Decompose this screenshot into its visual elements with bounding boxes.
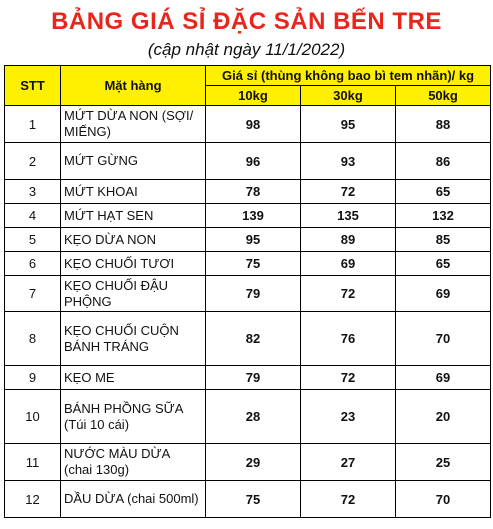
item-name-cell: MỨT DỪA NON (SỢI/ MIẾNG) — [61, 106, 206, 143]
price-50kg-cell: 86 — [396, 143, 491, 180]
price-30kg-cell: 72 — [301, 366, 396, 390]
stt-cell: 7 — [5, 276, 61, 312]
item-name-cell: KẸO DỪA NON — [61, 228, 206, 252]
price-30kg-cell: 89 — [301, 228, 396, 252]
stt-cell: 5 — [5, 228, 61, 252]
item-name: BÁNH PHỒNG SỮA — [64, 400, 184, 416]
price-30kg-cell: 95 — [301, 106, 396, 143]
price-50kg-cell: 85 — [396, 228, 491, 252]
table-row — [5, 312, 491, 366]
price-30kg-cell: 27 — [301, 444, 396, 481]
table-row — [5, 106, 491, 143]
price-30kg-cell: 135 — [301, 204, 396, 228]
item-name-cell: KẸO CHUỐI ĐẬU PHỘNG — [61, 276, 206, 312]
price-table — [4, 65, 491, 518]
column-header-price-group: Giá sỉ (thùng không bao bì tem nhãn)/ kg — [206, 66, 491, 86]
price-10kg-cell: 95 — [206, 228, 301, 252]
item-name-cell — [61, 444, 206, 481]
item-name-cell: KẸO ME — [61, 366, 206, 390]
price-50kg-cell: 88 — [396, 106, 491, 143]
update-date-subtitle: (cập nhật ngày 11/1/2022) — [147, 40, 346, 59]
price-50kg-cell: 69 — [396, 366, 491, 390]
item-note: (chai 130g) — [64, 462, 130, 477]
price-10kg-cell: 29 — [206, 444, 301, 481]
table-row — [5, 444, 491, 481]
price-10kg-cell: 28 — [206, 390, 301, 444]
item-name-cell: KẸO CHUỐI CUỘN BÁNH TRÁNG — [61, 312, 206, 366]
price-50kg-cell: 132 — [396, 204, 491, 228]
item-note: (Túi 10 cái) — [64, 416, 130, 432]
price-30kg-cell: 72 — [301, 276, 396, 312]
price-30kg-cell: 72 — [301, 180, 396, 204]
price-30kg-cell: 69 — [301, 252, 396, 276]
table-row — [5, 204, 491, 228]
price-50kg-cell: 25 — [396, 444, 491, 481]
item-name-cell — [61, 390, 206, 444]
stt-cell: 12 — [5, 481, 61, 518]
price-10kg-cell: 82 — [206, 312, 301, 366]
price-50kg-cell: 65 — [396, 252, 491, 276]
item-name-cell: KẸO CHUỐI TƯƠI — [61, 252, 206, 276]
price-30kg-cell: 93 — [301, 143, 396, 180]
price-50kg-cell: 20 — [396, 390, 491, 444]
column-header-10kg: 10kg — [206, 86, 301, 106]
stt-cell: 9 — [5, 366, 61, 390]
table-row — [5, 366, 491, 390]
table-row — [5, 180, 491, 204]
table-row — [5, 228, 491, 252]
price-10kg-cell: 139 — [206, 204, 301, 228]
table-row — [5, 481, 491, 518]
column-header-30kg: 30kg — [301, 86, 396, 106]
stt-cell: 6 — [5, 252, 61, 276]
column-header-stt: STT — [5, 66, 61, 106]
price-30kg-cell: 76 — [301, 312, 396, 366]
price-50kg-cell: 70 — [396, 481, 491, 518]
price-10kg-cell: 75 — [206, 481, 301, 518]
stt-cell: 10 — [5, 390, 61, 444]
item-name: NƯỚC MÀU DỪA — [64, 446, 171, 461]
stt-cell: 4 — [5, 204, 61, 228]
price-30kg-cell: 72 — [301, 481, 396, 518]
stt-cell: 11 — [5, 444, 61, 481]
price-10kg-cell: 79 — [206, 366, 301, 390]
price-10kg-cell: 98 — [206, 106, 301, 143]
stt-cell: 2 — [5, 143, 61, 180]
table-row — [5, 390, 491, 444]
price-10kg-cell: 75 — [206, 252, 301, 276]
price-50kg-cell: 69 — [396, 276, 491, 312]
page-title: BẢNG GIÁ SỈ ĐẶC SẢN BẾN TRE — [51, 8, 442, 35]
column-header-item: Mặt hàng — [61, 66, 206, 106]
table-row — [5, 252, 491, 276]
item-name-cell: MỨT HẠT SEN — [61, 204, 206, 228]
price-50kg-cell: 65 — [396, 180, 491, 204]
stt-cell: 3 — [5, 180, 61, 204]
price-10kg-cell: 79 — [206, 276, 301, 312]
price-50kg-cell: 70 — [396, 312, 491, 366]
table-row — [5, 276, 491, 312]
table-row — [5, 143, 491, 180]
price-10kg-cell: 78 — [206, 180, 301, 204]
column-header-50kg: 50kg — [396, 86, 491, 106]
item-name-cell: MỨT GỪNG — [61, 143, 206, 180]
stt-cell: 8 — [5, 312, 61, 366]
price-10kg-cell: 96 — [206, 143, 301, 180]
stt-cell: 1 — [5, 106, 61, 143]
item-name-cell: DẦU DỪA (chai 500ml) — [61, 481, 206, 518]
item-name-cell: MỨT KHOAI — [61, 180, 206, 204]
price-30kg-cell: 23 — [301, 390, 396, 444]
